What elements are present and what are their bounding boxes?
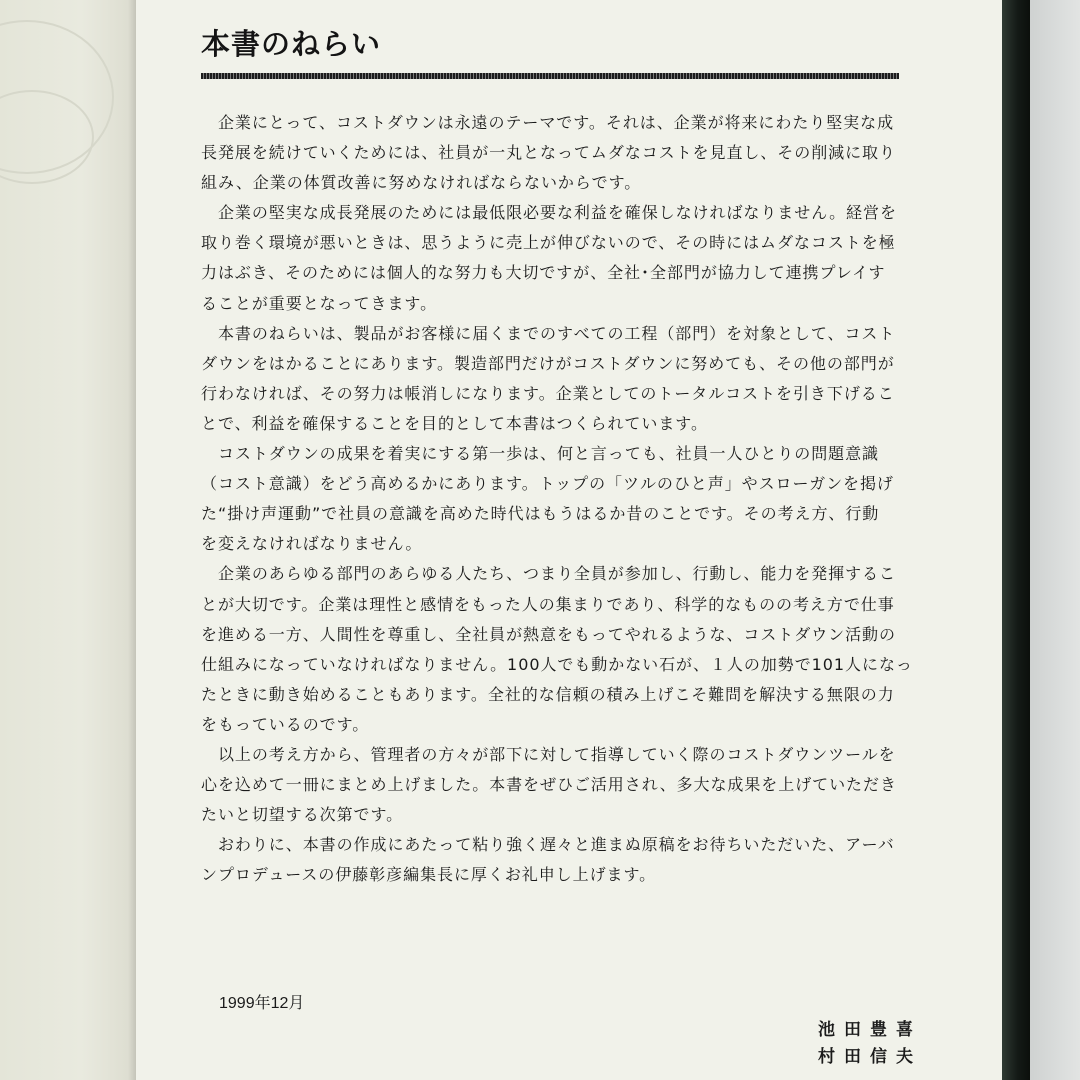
text-line: 行わなければ、その努力は帳消しになります。企業としてのトータルコストを引き下げるこ (201, 383, 895, 403)
text-line: を進める一方、人間性を尊重し、全社員が熱意をもってやれるような、コストダウン活動の (201, 624, 896, 644)
text-line: ることが重要となってきます。 (201, 293, 438, 313)
text-line: た“掛け声運動”で社員の意識を高めた時代はもうはるか昔のことです。その考え方、行動 (201, 504, 880, 524)
text-line: ンプロデュースの伊藤彰彦編集長に厚くお礼申し上げます。 (201, 865, 657, 885)
author-signature (818, 1017, 922, 1071)
text-line: 組み、企業の体質改善に努めなければならないからです。 (201, 173, 642, 193)
body-text (201, 108, 919, 890)
left-page (0, 0, 136, 1080)
title-underline (201, 73, 899, 79)
publication-date: 1999年12月 (219, 995, 305, 1012)
text-line: をもっているのです。 (201, 714, 370, 734)
text-line: たときに動き始めることもあります。全社的な信頼の積み上げこそ難問を解決する無限の力 (201, 684, 895, 704)
paragraph (201, 319, 919, 439)
text-line: 企業にとって、コストダウンは永遠のテーマです。それは、企業が将来にわたり堅実な成 (201, 113, 895, 132)
page-title: 本書のねらい (201, 27, 382, 61)
table-surface (1030, 0, 1080, 1080)
paragraph (201, 830, 919, 890)
text-line: とで、利益を確保することを目的として本書はつくられています。 (201, 413, 708, 433)
paragraph (201, 198, 919, 318)
text-line: コストダウンの成果を着実にする第一歩は、何と言っても、社員一人ひとりの問題意識 (201, 444, 880, 464)
text-line: とが大切です。企業は理性と感情をもった人の集まりであり、科学的なものの考え方で仕事 (201, 594, 895, 614)
author-name: 池田豊喜 (818, 1020, 922, 1040)
text-line: 心を込めて一冊にまとめ上げました。本書をぜひご活用され、多大な成果を上げていただき (201, 775, 897, 795)
text-line: ダウンをはかることにあります。製造部門だけがコストダウンに努めても、その他の部門が (201, 353, 895, 373)
text-line: 企業のあらゆる部門のあらゆる人たち、つまり全員が参加し、行動し、能力を発揮するこ (201, 564, 896, 584)
text-line: 力はぶき、そのためには個人的な努力も大切ですが、全社･全部門が協力して連携プレイす (201, 263, 886, 283)
paragraph (201, 559, 919, 740)
text-line: 以上の考え方から、管理者の方々が部下に対して指導していく際のコストダウンツールを (201, 744, 896, 764)
text-line: おわりに、本書の作成にあたって粘り強く遅々と進まぬ原稿をお待ちいただいた、アーバ (201, 835, 895, 855)
text-line: 企業の堅実な成長発展のためには最低限必要な利益を確保しなければなりません。経営を (201, 203, 897, 223)
paragraph (201, 108, 919, 198)
book-cover-edge (1002, 0, 1030, 1080)
author-name: 村田信夫 (818, 1047, 922, 1067)
paragraph (201, 740, 919, 830)
text-line: （コスト意識）をどう高めるかにあります。トップの「ツルのひと声」やスローガンを掲げ (201, 474, 894, 494)
text-line: 取り巻く環境が悪いときは、思うように売上が伸びないので、その時にはムダなコストを極 (201, 233, 896, 253)
text-line: を変えなければなりません。 (201, 534, 423, 554)
text-line: 仕組みになっていなければなりません。100人でも動かない石が、１人の加勢で101人になっ (201, 654, 913, 674)
text-line: 長発展を続けていくためには、社員が一丸となってムダなコストを見直し、その削減に取り (201, 143, 896, 163)
paragraph (201, 439, 919, 559)
text-line: 本書のねらいは、製品がお客様に届くまでのすべての工程（部門）を対象として、コスト (201, 323, 896, 343)
text-line: たいと切望する次第です。 (201, 805, 404, 825)
